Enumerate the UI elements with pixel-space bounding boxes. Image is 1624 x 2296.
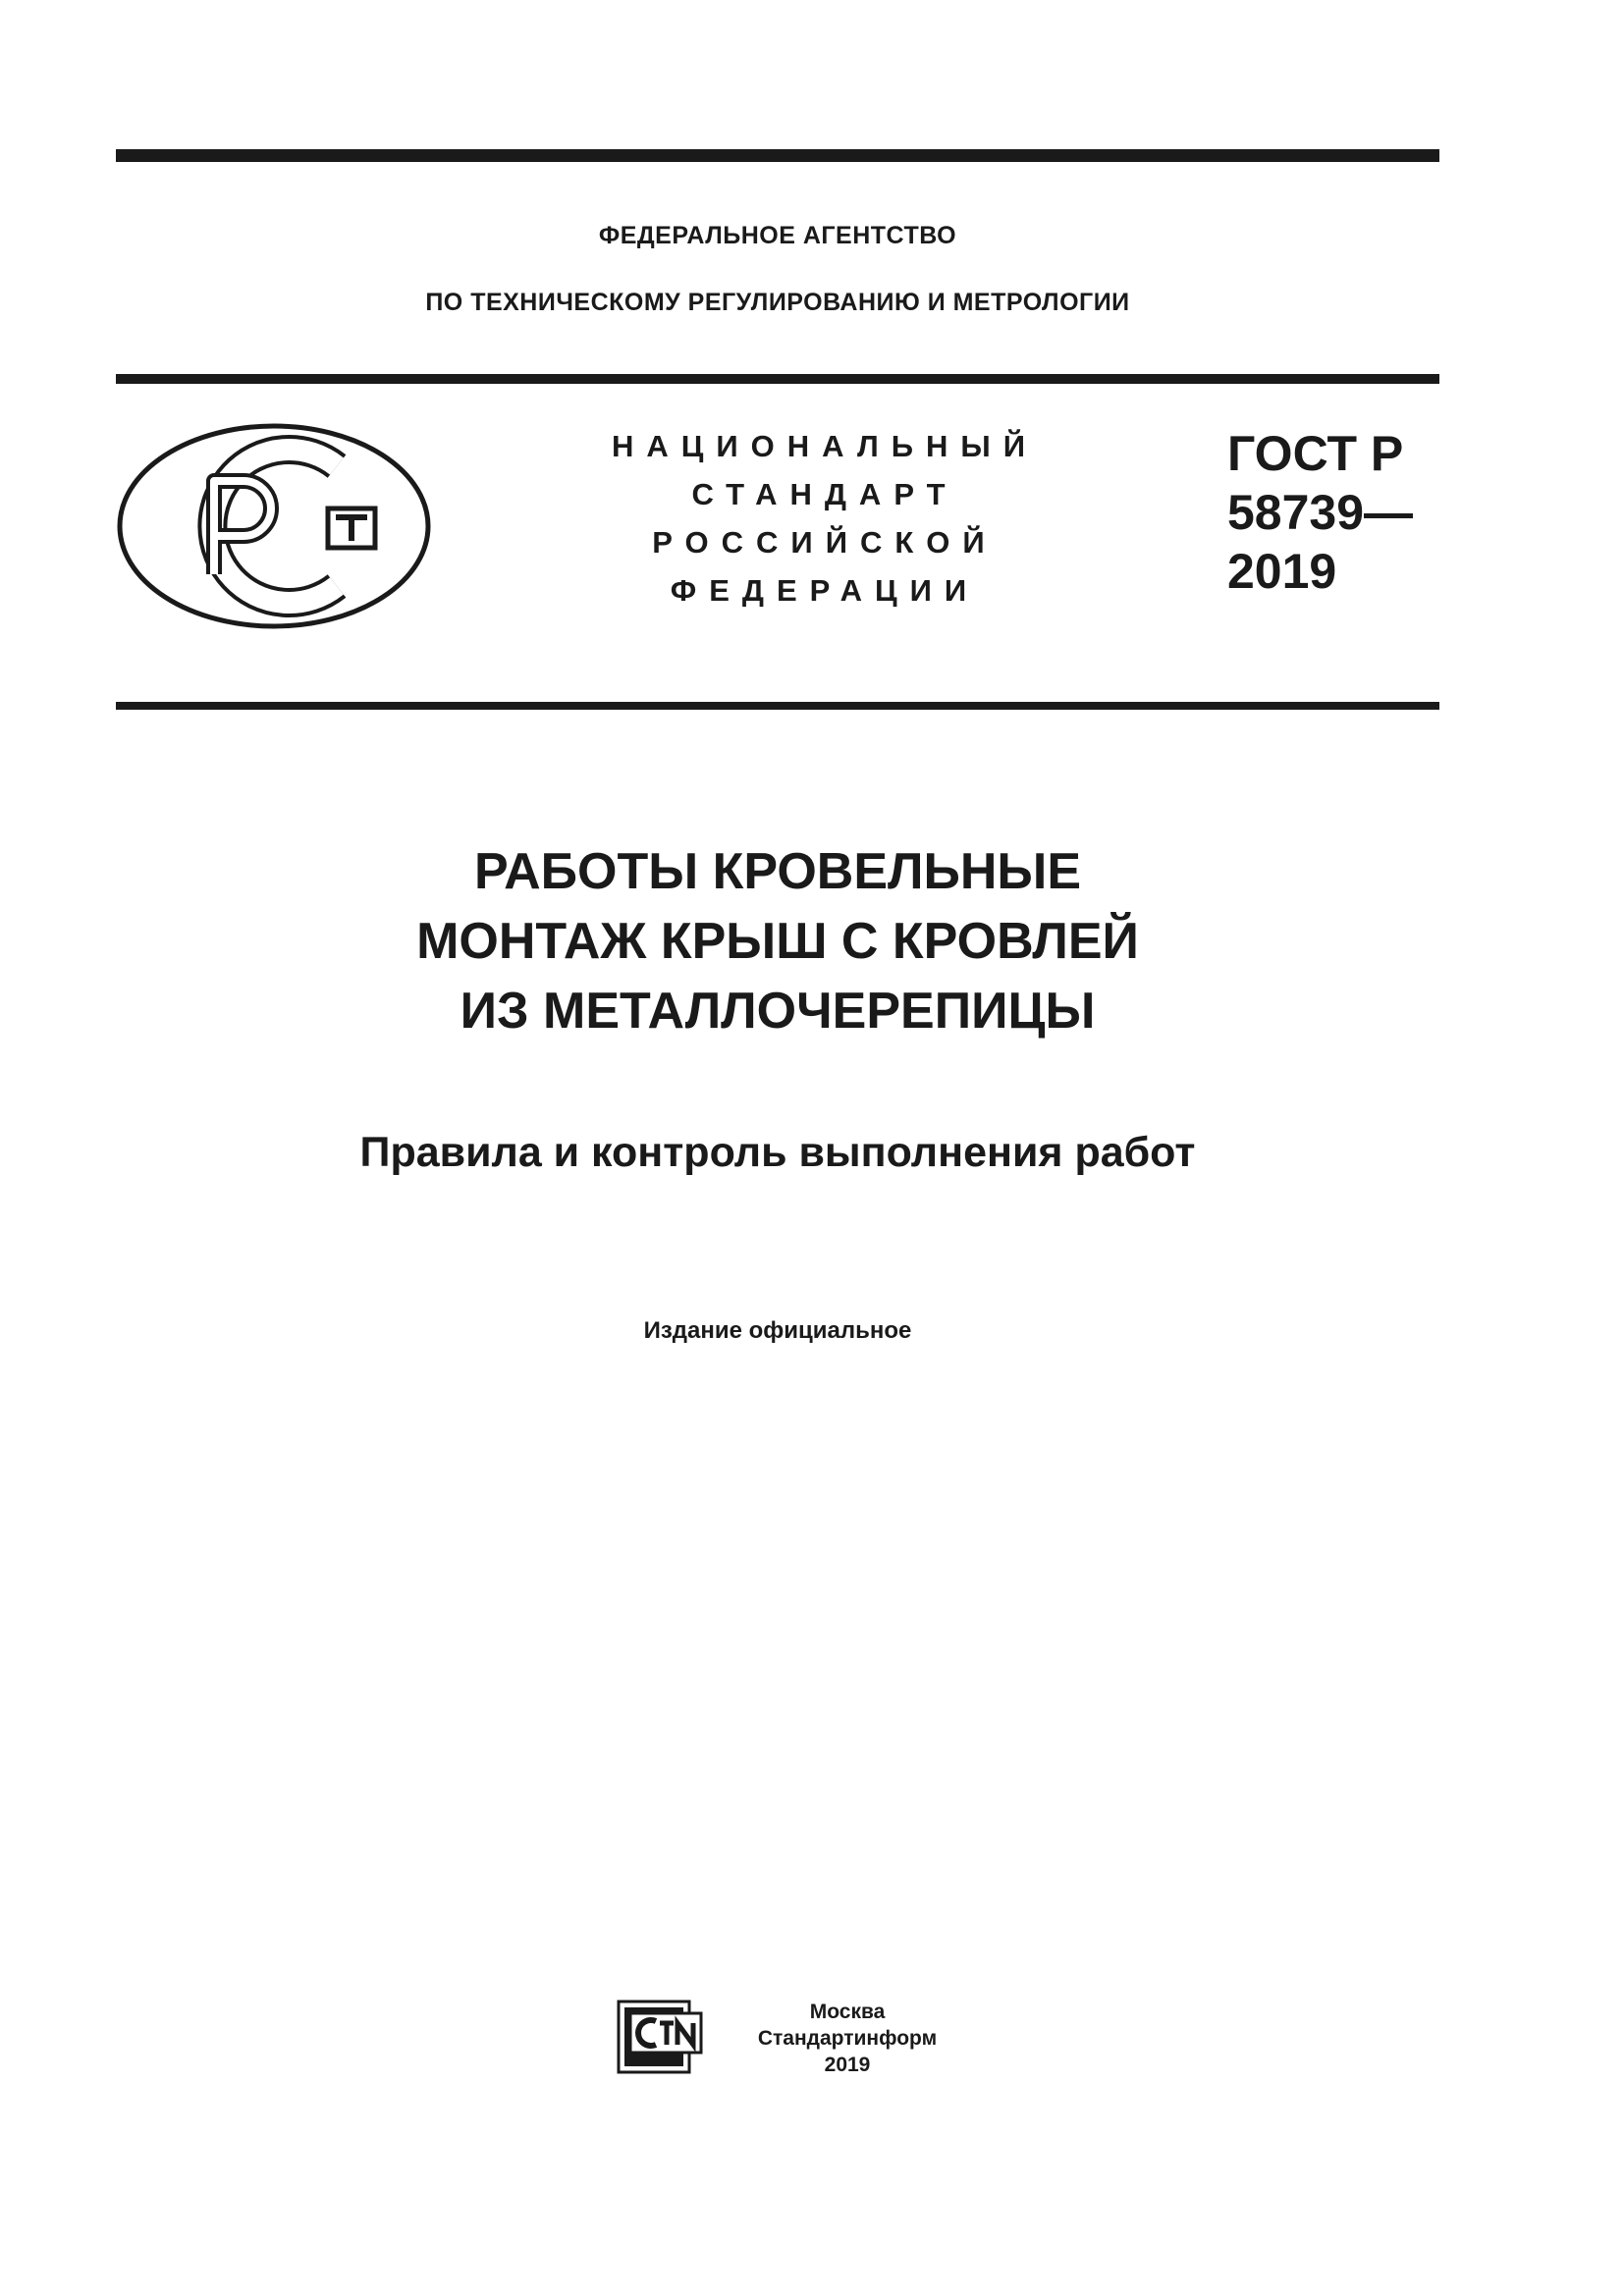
gost-number (1227, 424, 1413, 601)
title-line-1: РАБОТЫ КРОВЕЛЬНЫЕ (473, 843, 1082, 900)
publisher-name: Стандартинформ (757, 2027, 938, 2050)
national-line-2: СТАНДАРТ (691, 477, 958, 511)
gost-line-1: ГОСТ Р (1227, 426, 1404, 481)
publisher-city: Москва (809, 2001, 886, 2023)
national-line-4: ФЕДЕРАЦИИ (670, 573, 980, 608)
lower-divider-rule (116, 702, 1439, 710)
publisher-year: 2019 (824, 2054, 871, 2076)
gost-line-2: 58739— (1227, 485, 1414, 540)
standartinform-logo-icon (617, 1996, 707, 2074)
title-line-2: МОНТАЖ КРЫШ С КРОВЛЕЙ (416, 913, 1139, 970)
rst-mark-icon (116, 422, 432, 630)
document-title (116, 837, 1439, 1046)
national-line-1: НАЦИОНАЛЬНЫЙ (611, 429, 1039, 463)
national-line-3: РОССИЙСКОЙ (652, 525, 998, 560)
title-line-3: ИЗ МЕТАЛЛОЧЕРЕПИЦЫ (460, 983, 1096, 1040)
upper-divider-rule (116, 374, 1439, 384)
agency-line-2: ПО ТЕХНИЧЕСКОМУ РЕГУЛИРОВАНИЮ И МЕТРОЛОГИИ (425, 289, 1130, 316)
publisher-block (725, 1999, 970, 2078)
top-rule (116, 149, 1439, 162)
agency-line-1: ФЕДЕРАЛЬНОЕ АГЕНТСТВО (598, 222, 957, 249)
edition-label: Издание официальное (643, 1317, 912, 1344)
national-standard-label (579, 422, 1070, 614)
document-subtitle: Правила и контроль выполнения работ (359, 1129, 1196, 1176)
gost-line-3: 2019 (1227, 544, 1337, 599)
